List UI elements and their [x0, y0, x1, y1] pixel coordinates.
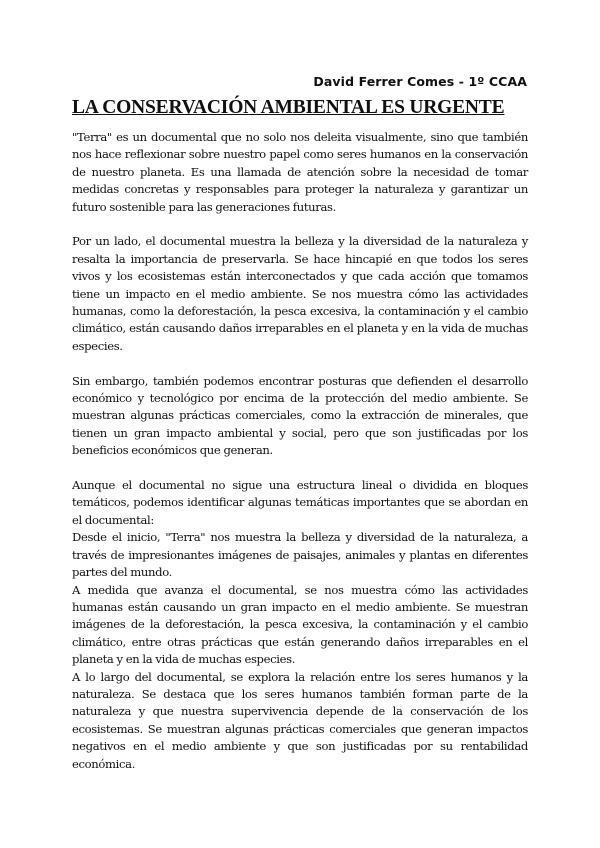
document-body — [72, 129, 528, 773]
paragraph-intro: "Terra" es un documental que no solo nos deleita visualmente, sino que también nos hace reflexionar sobre nuestro papel como seres humanos en la conservación de nuestro planeta. Es una llamada de atención sobre la necesidad de tomar medidas concretas y responsables para proteger la naturaleza y garantizar un futuro sostenible para las generaciones futuras. — [72, 130, 528, 214]
paragraph-economy: Sin embargo, también podemos encontrar posturas que defienden el desarrollo económico y tecnológico por encima de la protección del medio ambiente. Se muestran algunas prácticas comerciales, como la extracción de minerales, que tienen un gran impacto ambiental y social, pero que son justificadas por los beneficios económicos que generan. — [72, 373, 528, 458]
paragraph-relationship: A lo largo del documental, se explora la relación entre los seres humanos y la naturaleza. Se destaca que los seres humanos también forman parte de la naturaleza y que nuestra supervivencia depende de la conservación de los ecosistemas. Se muestran algunas prácticas comerciales que generan impactos negativos en el medio ambiente y que son justificadas por su rentabilidad económica. — [72, 669, 528, 771]
paragraph-themes: Aunque el documental no sigue una estructura lineal o dividida en bloques temáticos, podemos identificar algunas temáticas importantes que se abordan en el documental: — [72, 478, 528, 527]
paragraph-impact: A medida que avanza el documental, se nos muestra cómo las actividades humanas están causando un gran impacto en el medio ambiente. Se muestran imágenes de la deforestación, la pesca excesiva, la contaminación y el cambio climático, entre otras prácticas que están generando daños irreparables en el planeta y en la vida de muchas especies. — [72, 582, 528, 667]
paragraph-nature: Por un lado, el documental muestra la belleza y la diversidad de la naturaleza y resalta la importancia de preservarla. Se hace hincapié en que todos los seres vivos y los ecosistemas están interconectados y que cada acción que tomamos tiene un impacto en el medio ambiente. Se nos muestra cómo las actividades humanas, como la deforestación, la pesca excesiva, la contaminación y el cambio climático, están causando daños irreparables en el planeta y en la vida de muchas especies. — [72, 234, 528, 353]
paragraph-beauty: Desde el inicio, "Terra" nos muestra la belleza y diversidad de la naturaleza, a través de impresionantes imágenes de paisajes, animales y plantas en diferentes partes del mundo. — [72, 530, 528, 580]
page-title: LA CONSERVACIÓN AMBIENTAL ES URGENTE — [72, 97, 505, 118]
author-line: David Ferrer Comes - 1º CCAA — [313, 74, 527, 89]
